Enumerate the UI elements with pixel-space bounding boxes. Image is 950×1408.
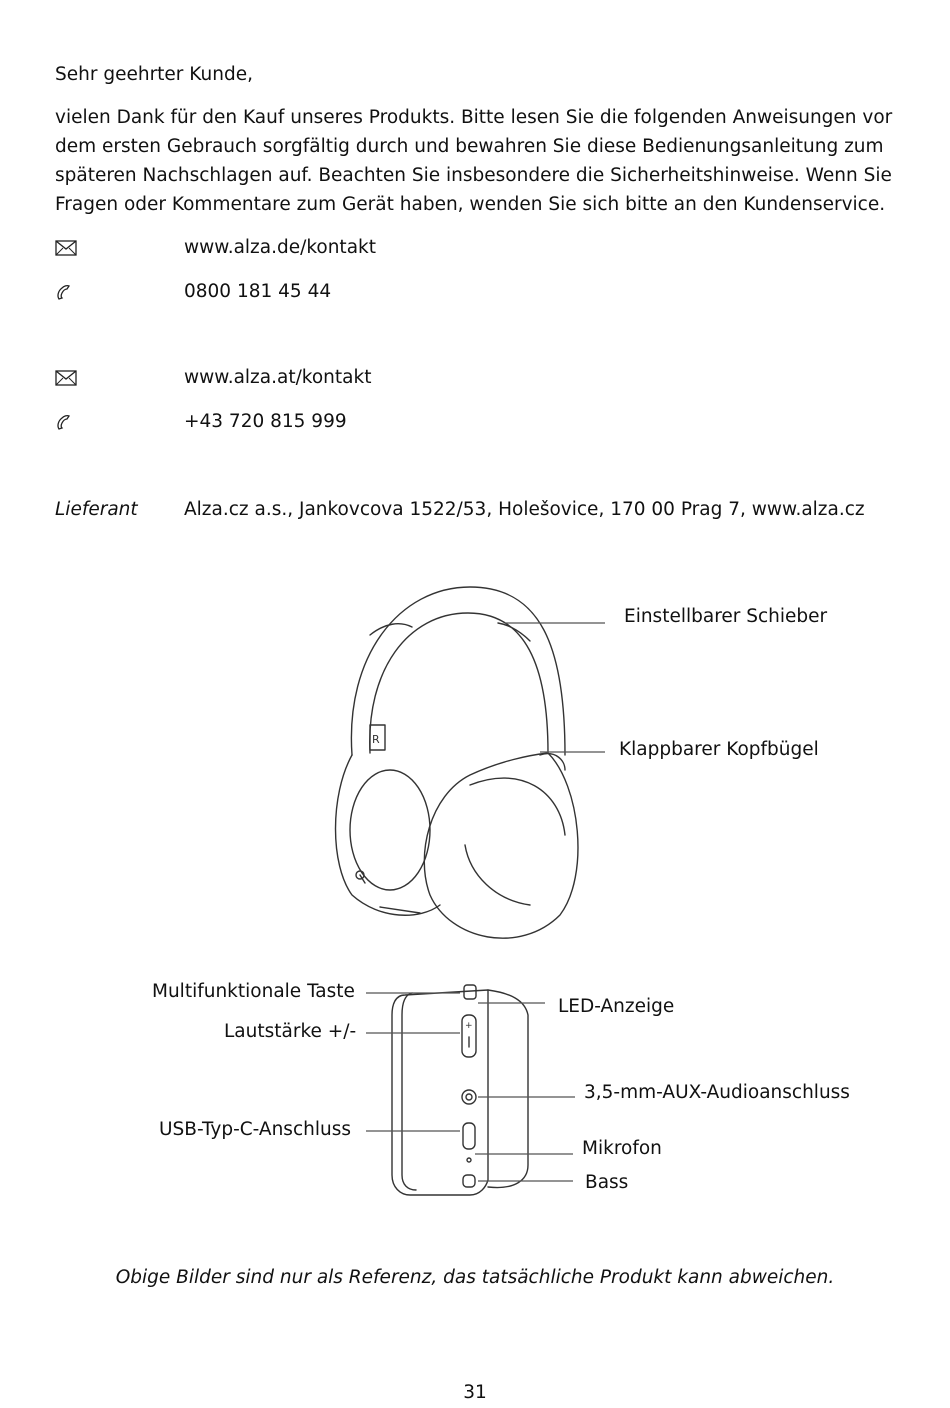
envelope-icon <box>55 239 77 257</box>
label-led: LED-Anzeige <box>558 996 675 1017</box>
label-usb-c: USB-Typ-C-Anschluss <box>159 1119 351 1140</box>
label-slider: Einstellbarer Schieber <box>624 606 828 627</box>
label-volume: Lautstärke +/- <box>224 1021 357 1042</box>
envelope-icon <box>55 369 77 387</box>
label-multifunction-button: Multifunktionale Taste <box>152 981 355 1002</box>
intro-paragraph: vielen Dank für den Kauf unseres Produkts. Bitte lesen Sie die folgenden Anweisungen vor dem ersten Gebrauch sorgfältig durch und bewahren Sie diese Bedienungsanleitung zum späteren Nachschlagen auf. Beachten Sie insbesondere die Sicherheitshinweise. Wenn Sie Fragen oder Kommentare zum Gerät haben, wenden Sie sich bitte an den Kundenservice. <box>55 107 893 215</box>
contact-phone-de: 0800 181 45 44 <box>184 281 332 302</box>
contact-web-at[interactable]: www.alza.at/kontakt <box>184 367 372 388</box>
contact-phone-at: +43 720 815 999 <box>184 411 347 432</box>
label-microphone: Mikrofon <box>582 1138 662 1159</box>
label-bass: Bass <box>585 1172 629 1193</box>
label-headband: Klappbarer Kopfbügel <box>619 739 819 760</box>
page-number: 31 <box>463 1382 487 1403</box>
figure-caption: Obige Bilder sind nur als Referenz, das tatsächliche Produkt kann abweichen. <box>115 1267 835 1288</box>
svg-text:+: + <box>465 1021 473 1031</box>
phone-icon <box>55 414 77 432</box>
headphone-diagram <box>0 575 950 1215</box>
phone-icon <box>55 284 77 302</box>
supplier-label: Lieferant <box>55 499 138 520</box>
svg-text:R: R <box>372 733 380 746</box>
label-aux: 3,5-mm-AUX-Audioanschluss <box>584 1082 850 1103</box>
supplier-value: Alza.cz a.s., Jankovcova 1522/53, Holešovice, 170 00 Prag 7, www.alza.cz <box>184 499 865 520</box>
greeting: Sehr geehrter Kunde, <box>55 64 253 85</box>
contact-web-de[interactable]: www.alza.de/kontakt <box>184 237 376 258</box>
